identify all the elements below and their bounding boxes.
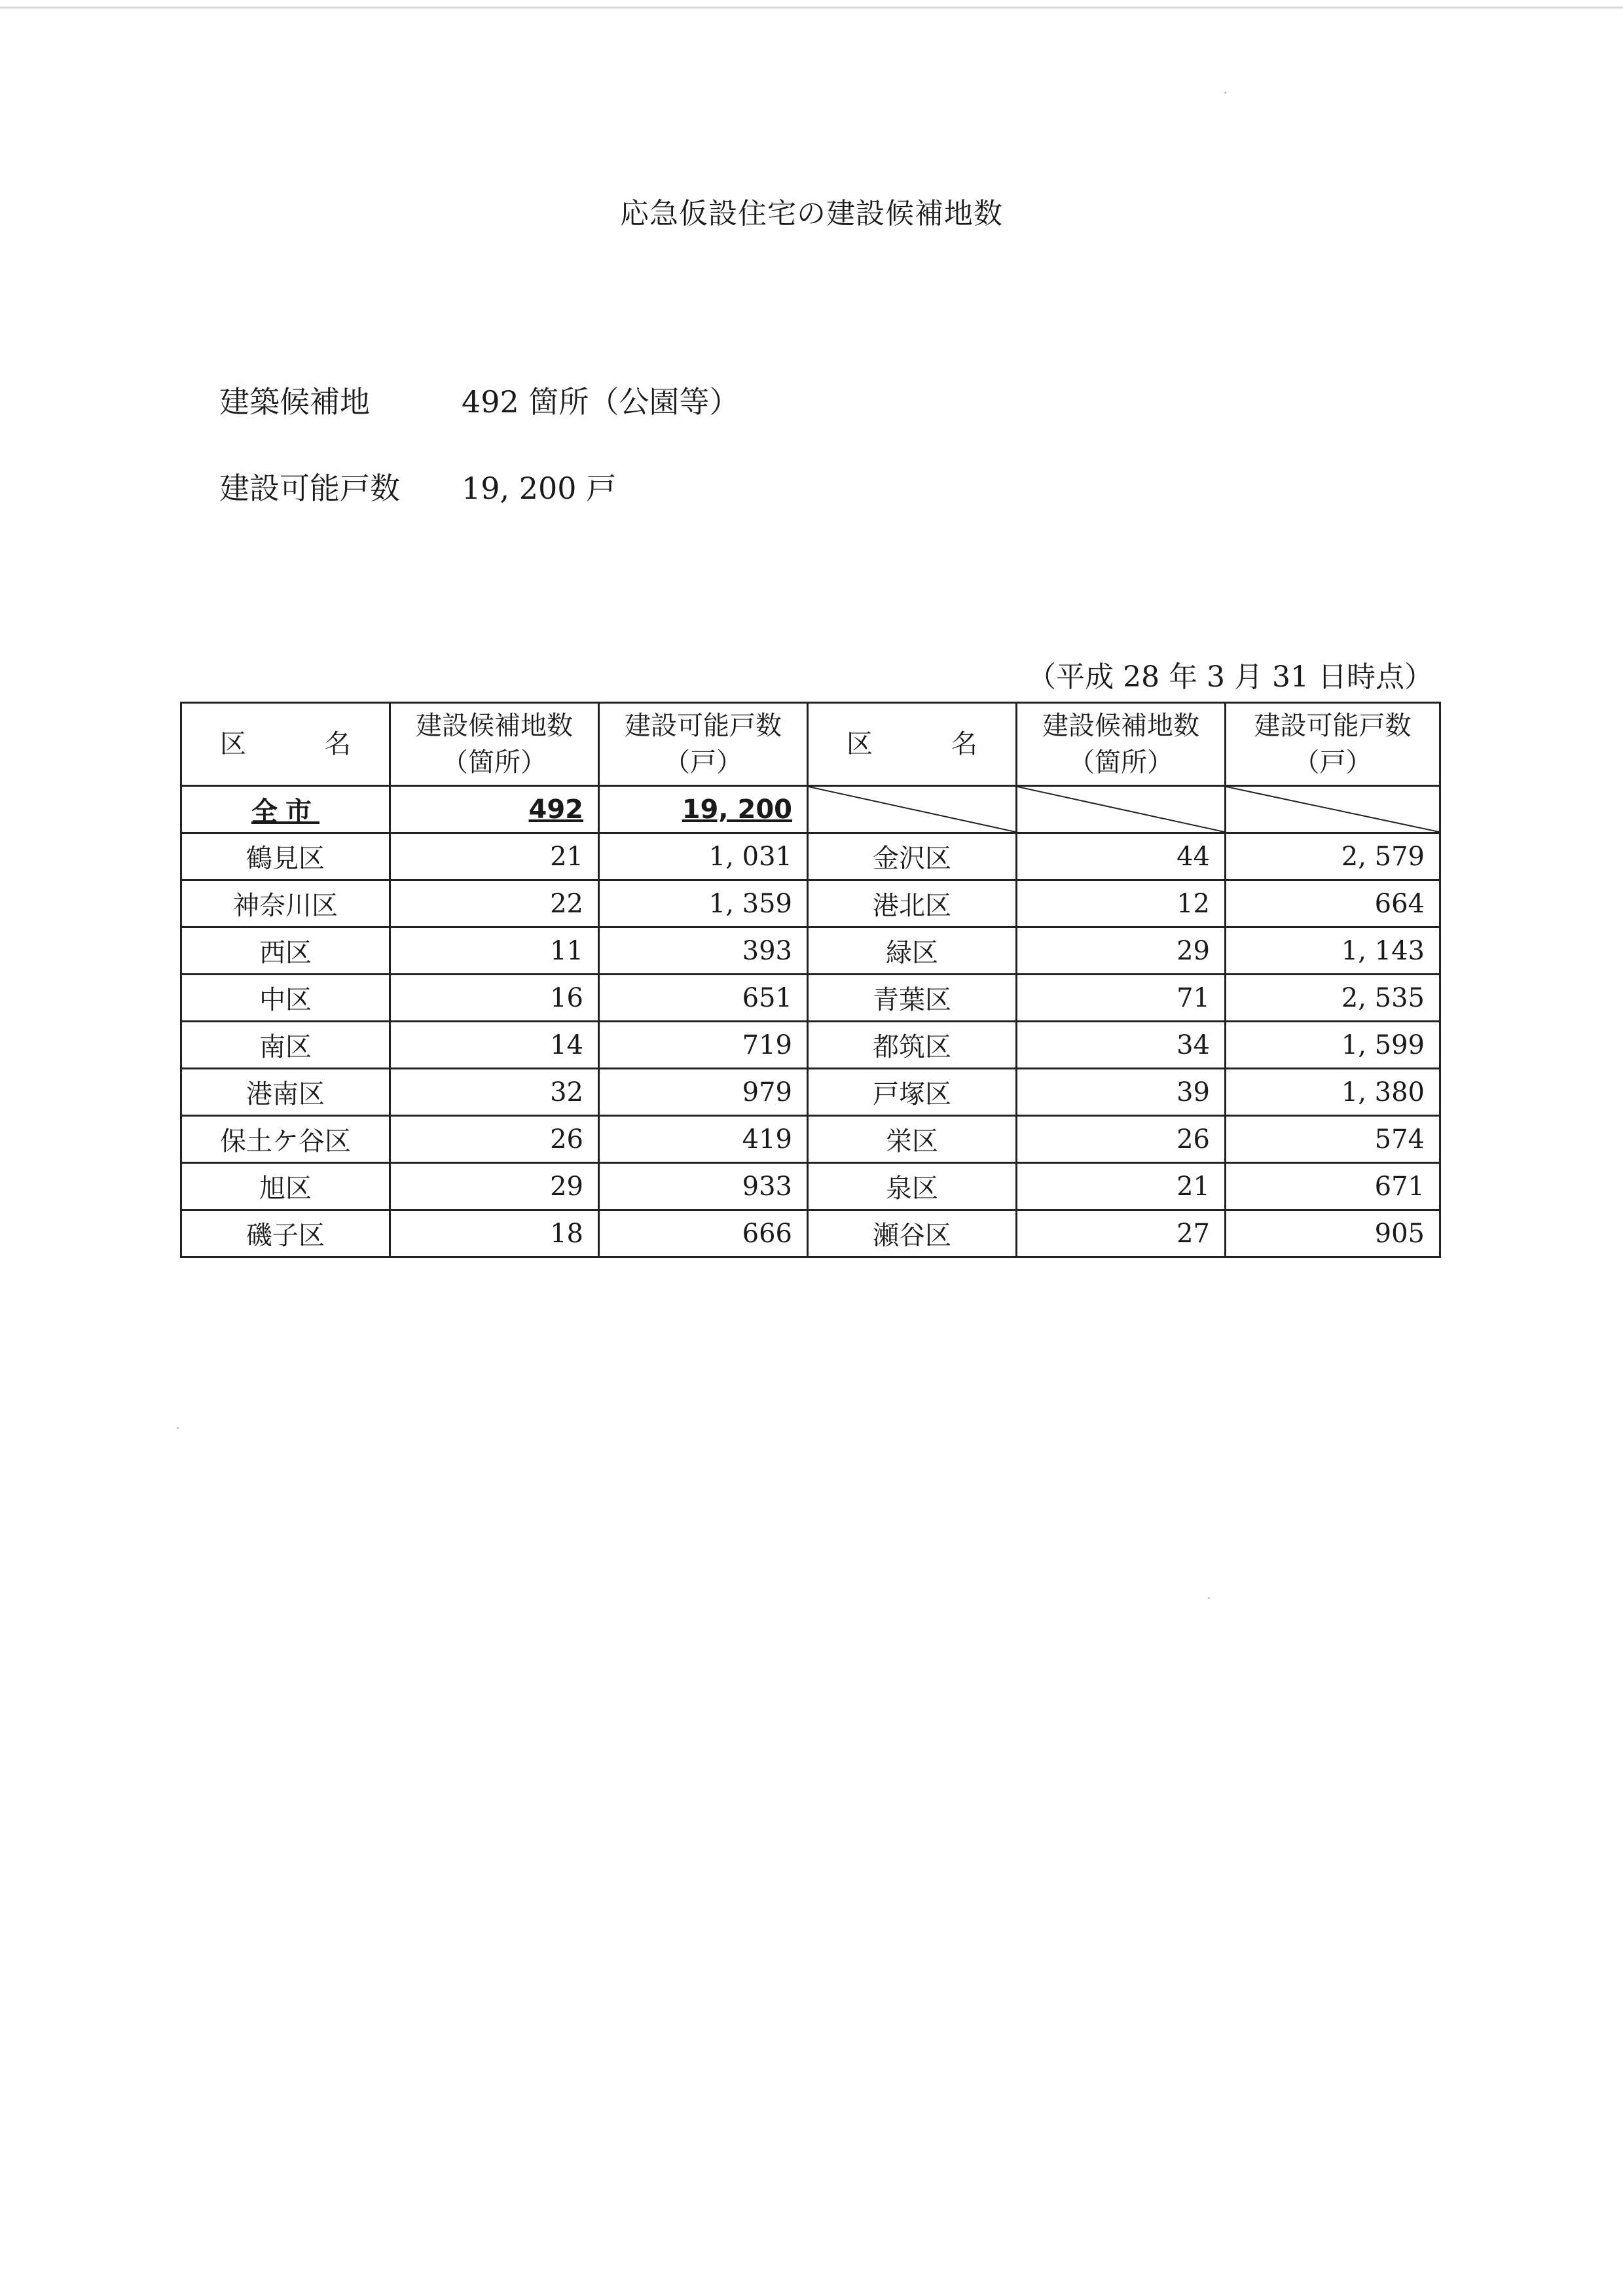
- table-row: [181, 927, 1440, 975]
- blank-diagonal-cell: [1226, 786, 1440, 833]
- summary-sites-value: 492 箇所（公園等）: [462, 384, 740, 420]
- table-row: [181, 833, 1440, 880]
- blank-diagonal-cell: [1017, 786, 1226, 833]
- site-count-cell: 26: [390, 1116, 599, 1163]
- site-count-cell: 18: [390, 1210, 599, 1257]
- ward-name-cell: 金沢区: [808, 833, 1017, 880]
- ward-name-cell: 神奈川区: [181, 880, 390, 927]
- header-units-right: 建設可能戸数 （戸）: [1226, 703, 1440, 786]
- unit-count-cell: 1, 599: [1226, 1022, 1440, 1069]
- site-count-cell: 27: [1017, 1210, 1226, 1257]
- unit-count-cell: 1, 380: [1226, 1069, 1440, 1116]
- table-row: [181, 1116, 1440, 1163]
- total-row: [181, 786, 1440, 833]
- ward-name-cell: 泉区: [808, 1163, 1017, 1210]
- scan-speck: [1208, 1597, 1210, 1599]
- site-count-cell: 11: [390, 927, 599, 975]
- ward-name-cell: 中区: [181, 975, 390, 1022]
- unit-count-cell: 664: [1226, 880, 1440, 927]
- scan-speck: [1224, 92, 1226, 94]
- unit-count-cell: 2, 579: [1226, 833, 1440, 880]
- unit-count-cell: 393: [599, 927, 808, 975]
- summary-buildable-units: [219, 465, 616, 508]
- summary-sites-label: 建築候補地: [219, 384, 370, 420]
- ward-name-cell: 瀬谷区: [808, 1210, 1017, 1257]
- ward-name-cell: 西区: [181, 927, 390, 975]
- header-ward-left: 区 名: [181, 703, 390, 786]
- unit-count-cell: 1, 143: [1226, 927, 1440, 975]
- site-count-cell: 21: [1017, 1163, 1226, 1210]
- ward-name-cell: 緑区: [808, 927, 1017, 975]
- ward-name-cell: 鶴見区: [181, 833, 390, 880]
- table-row: [181, 1210, 1440, 1257]
- site-count-cell: 34: [1017, 1022, 1226, 1069]
- total-name-cell: 全市: [181, 786, 390, 833]
- header-sites-left: 建設候補地数 （箇所）: [390, 703, 599, 786]
- blank-diagonal-cell: [808, 786, 1017, 833]
- summary-units-value: 19, 200 戸: [462, 471, 617, 506]
- table-row: [181, 1163, 1440, 1210]
- site-count-cell: 71: [1017, 975, 1226, 1022]
- site-count-cell: 29: [1017, 927, 1226, 975]
- unit-count-cell: 979: [599, 1069, 808, 1116]
- ward-name-cell: 栄区: [808, 1116, 1017, 1163]
- ward-name-cell: 都筑区: [808, 1022, 1017, 1069]
- scan-speck: [177, 1427, 179, 1429]
- unit-count-cell: 666: [599, 1210, 808, 1257]
- site-count-cell: 44: [1017, 833, 1226, 880]
- unit-count-cell: 419: [599, 1116, 808, 1163]
- site-count-cell: 39: [1017, 1069, 1226, 1116]
- as-of-date: （平成 28 年 3 月 31 日時点）: [1027, 660, 1433, 694]
- ward-table: [180, 702, 1441, 1258]
- site-count-cell: 29: [390, 1163, 599, 1210]
- site-count-cell: 22: [390, 880, 599, 927]
- header-ward-right: 区 名: [808, 703, 1017, 786]
- total-sites-cell: 492: [390, 786, 599, 833]
- unit-count-cell: 574: [1226, 1116, 1440, 1163]
- table-row: [181, 880, 1440, 927]
- document-title: 応急仮設住宅の建設候補地数: [620, 197, 1003, 230]
- ward-name-cell: 磯子区: [181, 1210, 390, 1257]
- site-count-cell: 14: [390, 1022, 599, 1069]
- site-count-cell: 16: [390, 975, 599, 1022]
- unit-count-cell: 1, 359: [599, 880, 808, 927]
- ward-name-cell: 南区: [181, 1022, 390, 1069]
- summary-candidate-sites: [219, 378, 739, 422]
- site-count-cell: 12: [1017, 880, 1226, 927]
- unit-count-cell: 719: [599, 1022, 808, 1069]
- unit-count-cell: 2, 535: [1226, 975, 1440, 1022]
- site-count-cell: 26: [1017, 1116, 1226, 1163]
- unit-count-cell: 1, 031: [599, 833, 808, 880]
- ward-name-cell: 保土ケ谷区: [181, 1116, 390, 1163]
- header-units-left: 建設可能戸数 （戸）: [599, 703, 808, 786]
- table-row: [181, 1069, 1440, 1116]
- unit-count-cell: 933: [599, 1163, 808, 1210]
- ward-name-cell: 旭区: [181, 1163, 390, 1210]
- site-count-cell: 32: [390, 1069, 599, 1116]
- ward-name-cell: 青葉区: [808, 975, 1017, 1022]
- ward-name-cell: 港北区: [808, 880, 1017, 927]
- ward-name-cell: 戸塚区: [808, 1069, 1017, 1116]
- summary-units-label: 建設可能戸数: [219, 471, 400, 506]
- unit-count-cell: 671: [1226, 1163, 1440, 1210]
- unit-count-cell: 651: [599, 975, 808, 1022]
- scan-edge-line: [0, 7, 1623, 9]
- table-row: [181, 1022, 1440, 1069]
- total-units-cell: 19, 200: [599, 786, 808, 833]
- table-row: [181, 975, 1440, 1022]
- table-header-row: [181, 703, 1440, 786]
- header-sites-right: 建設候補地数 （箇所）: [1017, 703, 1226, 786]
- site-count-cell: 21: [390, 833, 599, 880]
- unit-count-cell: 905: [1226, 1210, 1440, 1257]
- ward-name-cell: 港南区: [181, 1069, 390, 1116]
